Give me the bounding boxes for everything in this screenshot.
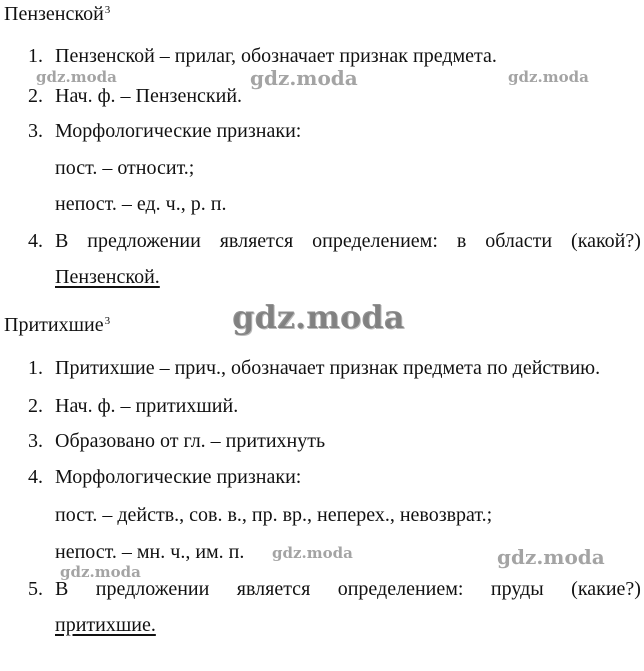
heading-text: Притихшие (4, 314, 104, 336)
section-heading-penzenskoy (4, 2, 110, 26)
watermark: gdz.moda (272, 544, 353, 562)
sub-item-text: пост. – относит.; (55, 157, 195, 179)
watermark: gdz.moda (60, 563, 141, 581)
word: (какой?) (571, 230, 641, 252)
list-item-text: Притихшие – прич., обозначает признак предмета по действию. (55, 357, 601, 379)
word: предложении (95, 578, 210, 600)
word: В (55, 578, 69, 600)
word: области (485, 230, 553, 252)
list-item-text: Нач. ф. – притихший. (55, 395, 239, 417)
watermark: gdz.moda (36, 68, 117, 86)
word: (какие?) (571, 578, 641, 600)
sub-item-text: непост. – ед. ч., р. п. (55, 193, 227, 215)
underlined-answer: Пензенской. (55, 266, 160, 288)
list-item-justified-line (55, 577, 641, 601)
word: определением: (312, 230, 438, 252)
heading-text: Пензенской (4, 3, 104, 25)
list-item-text: Морфологические признаки: (55, 120, 302, 142)
sub-item-text: пост. – действ., сов. в., пр. вр., неперех., невозврат.; (55, 504, 493, 526)
underlined-answer: притихшие. (55, 614, 156, 636)
item-number: 3. (28, 430, 43, 452)
item-number: 1. (28, 45, 43, 67)
section-heading-pritikhshie (4, 313, 110, 337)
watermark: gdz.moda (232, 298, 405, 336)
word: определением: (337, 578, 464, 600)
word: предложении (87, 230, 201, 252)
word: является (219, 230, 294, 252)
watermark: gdz.moda (250, 66, 358, 90)
sub-item-text: непост. – мн. ч., им. п. (55, 541, 245, 563)
item-number: 4. (28, 466, 43, 488)
item-number: 2. (28, 395, 43, 417)
item-number: 1. (28, 357, 43, 379)
list-item-text: Образовано от гл. – притихнуть (55, 430, 326, 452)
word: является (236, 578, 311, 600)
list-item-text: Морфологические признаки: (55, 466, 302, 488)
footnote-mark: 3 (104, 315, 111, 327)
footnote-mark: 3 (104, 4, 111, 16)
word: В (55, 230, 69, 252)
list-item-text: Пензенской – прилаг, обозначает признак предмета. (55, 45, 497, 67)
watermark: gdz.moda (508, 68, 589, 86)
word: пруды (490, 578, 544, 600)
item-number: 4. (28, 230, 43, 252)
item-number: 5. (28, 578, 43, 600)
word: в (456, 230, 467, 252)
watermark: gdz.moda (497, 545, 605, 569)
item-number: 2. (28, 85, 43, 107)
list-item-justified-line (55, 229, 641, 253)
list-item-text: Нач. ф. – Пензенский. (55, 85, 243, 107)
item-number: 3. (28, 120, 43, 142)
